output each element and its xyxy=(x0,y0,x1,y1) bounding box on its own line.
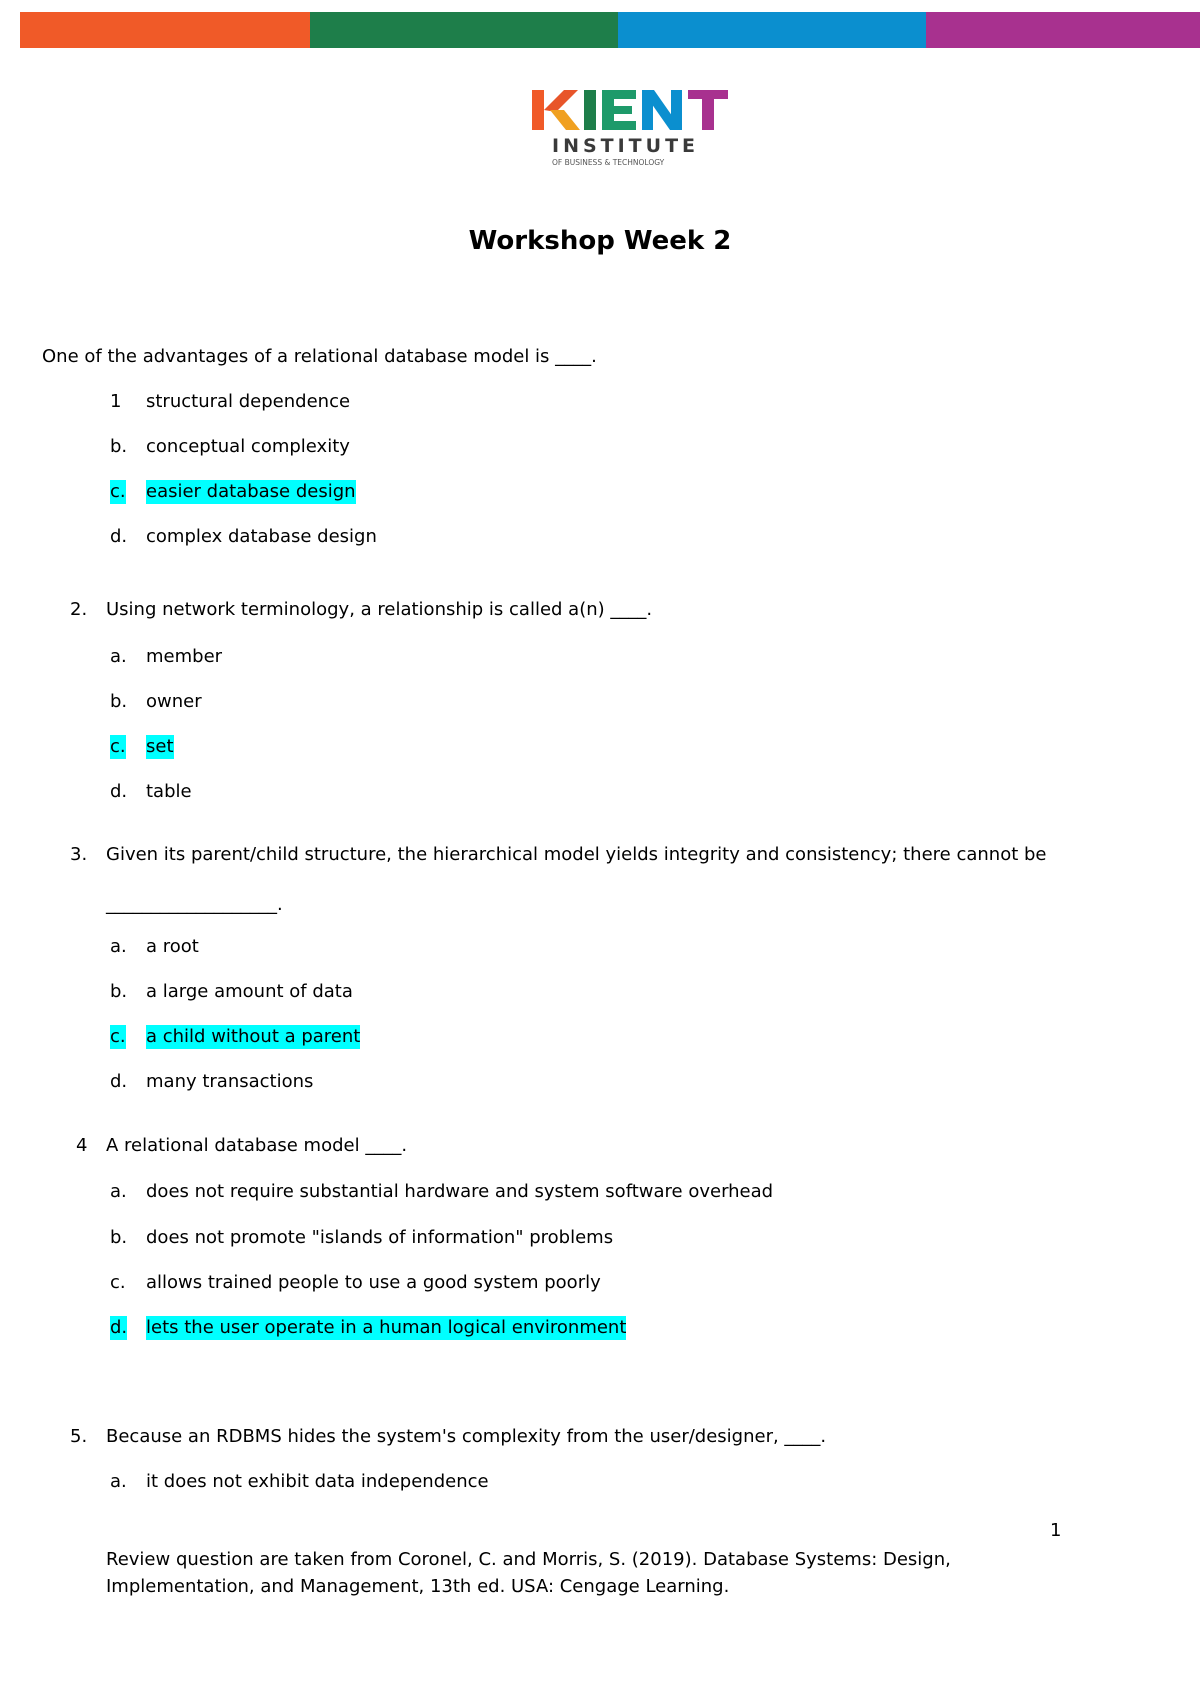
question-4-stem: A relational database model ____. xyxy=(106,1135,408,1156)
q4-answer-text: lets the user operate in a human logical environment xyxy=(146,1317,627,1338)
page-number: 1 xyxy=(1050,1520,1062,1541)
header-bar-purple xyxy=(926,12,1200,48)
q1-option-label: b. xyxy=(110,436,128,457)
q4-answer-label: d. xyxy=(110,1317,128,1338)
q2-option-text: member xyxy=(146,646,223,667)
q3-option-text: many transactions xyxy=(146,1071,314,1092)
q2-option-text: owner xyxy=(146,691,202,712)
header-bar-blue xyxy=(618,12,926,48)
q3-option-text: a root xyxy=(146,936,199,957)
q3-option-label: a. xyxy=(110,936,127,957)
question-5-number: 5. xyxy=(70,1426,88,1447)
q2-option-text: table xyxy=(146,781,192,802)
question-2-stem: Using network terminology, a relationship is called a(n) ____. xyxy=(106,599,653,620)
q1-option-text: complex database design xyxy=(146,526,377,547)
q1-answer-text: easier database design xyxy=(146,481,356,502)
q5-option-label: a. xyxy=(110,1471,127,1492)
question-5-stem: Because an RDBMS hides the system's complexity from the user/designer, ____. xyxy=(106,1426,827,1447)
q2-answer-label: c. xyxy=(110,736,126,757)
q3-option-label: b. xyxy=(110,981,128,1002)
question-3-blank: ___________________. xyxy=(106,894,283,915)
q2-answer-text: set xyxy=(146,736,174,757)
footer-citation-line-2: Implementation, and Management, 13th ed. USA: Cengage Learning. xyxy=(106,1576,730,1597)
q4-option-label: c. xyxy=(110,1272,126,1293)
question-3-number: 3. xyxy=(70,844,88,865)
q3-answer-text: a child without a parent xyxy=(146,1026,361,1047)
q4-option-text: does not promote "islands of information" problems xyxy=(146,1227,614,1248)
header-bar-orange xyxy=(20,12,310,48)
q4-option-text: allows trained people to use a good system poorly xyxy=(146,1272,601,1293)
q1-option-text: structural dependence xyxy=(146,391,351,412)
q2-option-label: d. xyxy=(110,781,128,802)
q1-answer-label: c. xyxy=(110,481,126,502)
q1-option-label: 1 xyxy=(110,391,122,412)
q1-option-label: d. xyxy=(110,526,128,547)
q4-option-label: a. xyxy=(110,1181,127,1202)
q5-option-text: it does not exhibit data independence xyxy=(146,1471,489,1492)
q4-option-text: does not require substantial hardware and system software overhead xyxy=(146,1181,774,1202)
header-bar-green xyxy=(310,12,618,48)
q3-option-text: a large amount of data xyxy=(146,981,353,1002)
question-2-number: 2. xyxy=(70,599,88,620)
page-title: Workshop Week 2 xyxy=(468,226,732,256)
svg-text:INSTITUTE: INSTITUTE xyxy=(552,135,700,157)
q4-option-label: b. xyxy=(110,1227,128,1248)
question-4-number: 4 xyxy=(76,1135,88,1156)
q2-option-label: a. xyxy=(110,646,127,667)
question-3-stem: Given its parent/child structure, the hierarchical model yields integrity and consistency; there cannot be xyxy=(106,844,1047,865)
q3-option-label: d. xyxy=(110,1071,128,1092)
q3-answer-label: c. xyxy=(110,1026,126,1047)
svg-text:OF BUSINESS & TECHNOLOGY: OF BUSINESS & TECHNOLOGY xyxy=(552,158,665,167)
footer-citation-line-1: Review question are taken from Coronel, C. and Morris, S. (2019). Database Systems: Design, xyxy=(106,1549,951,1570)
q1-option-text: conceptual complexity xyxy=(146,436,350,457)
q2-option-label: b. xyxy=(110,691,128,712)
kent-institute-logo xyxy=(530,86,760,172)
question-1-stem: One of the advantages of a relational database model is ____. xyxy=(42,346,597,367)
